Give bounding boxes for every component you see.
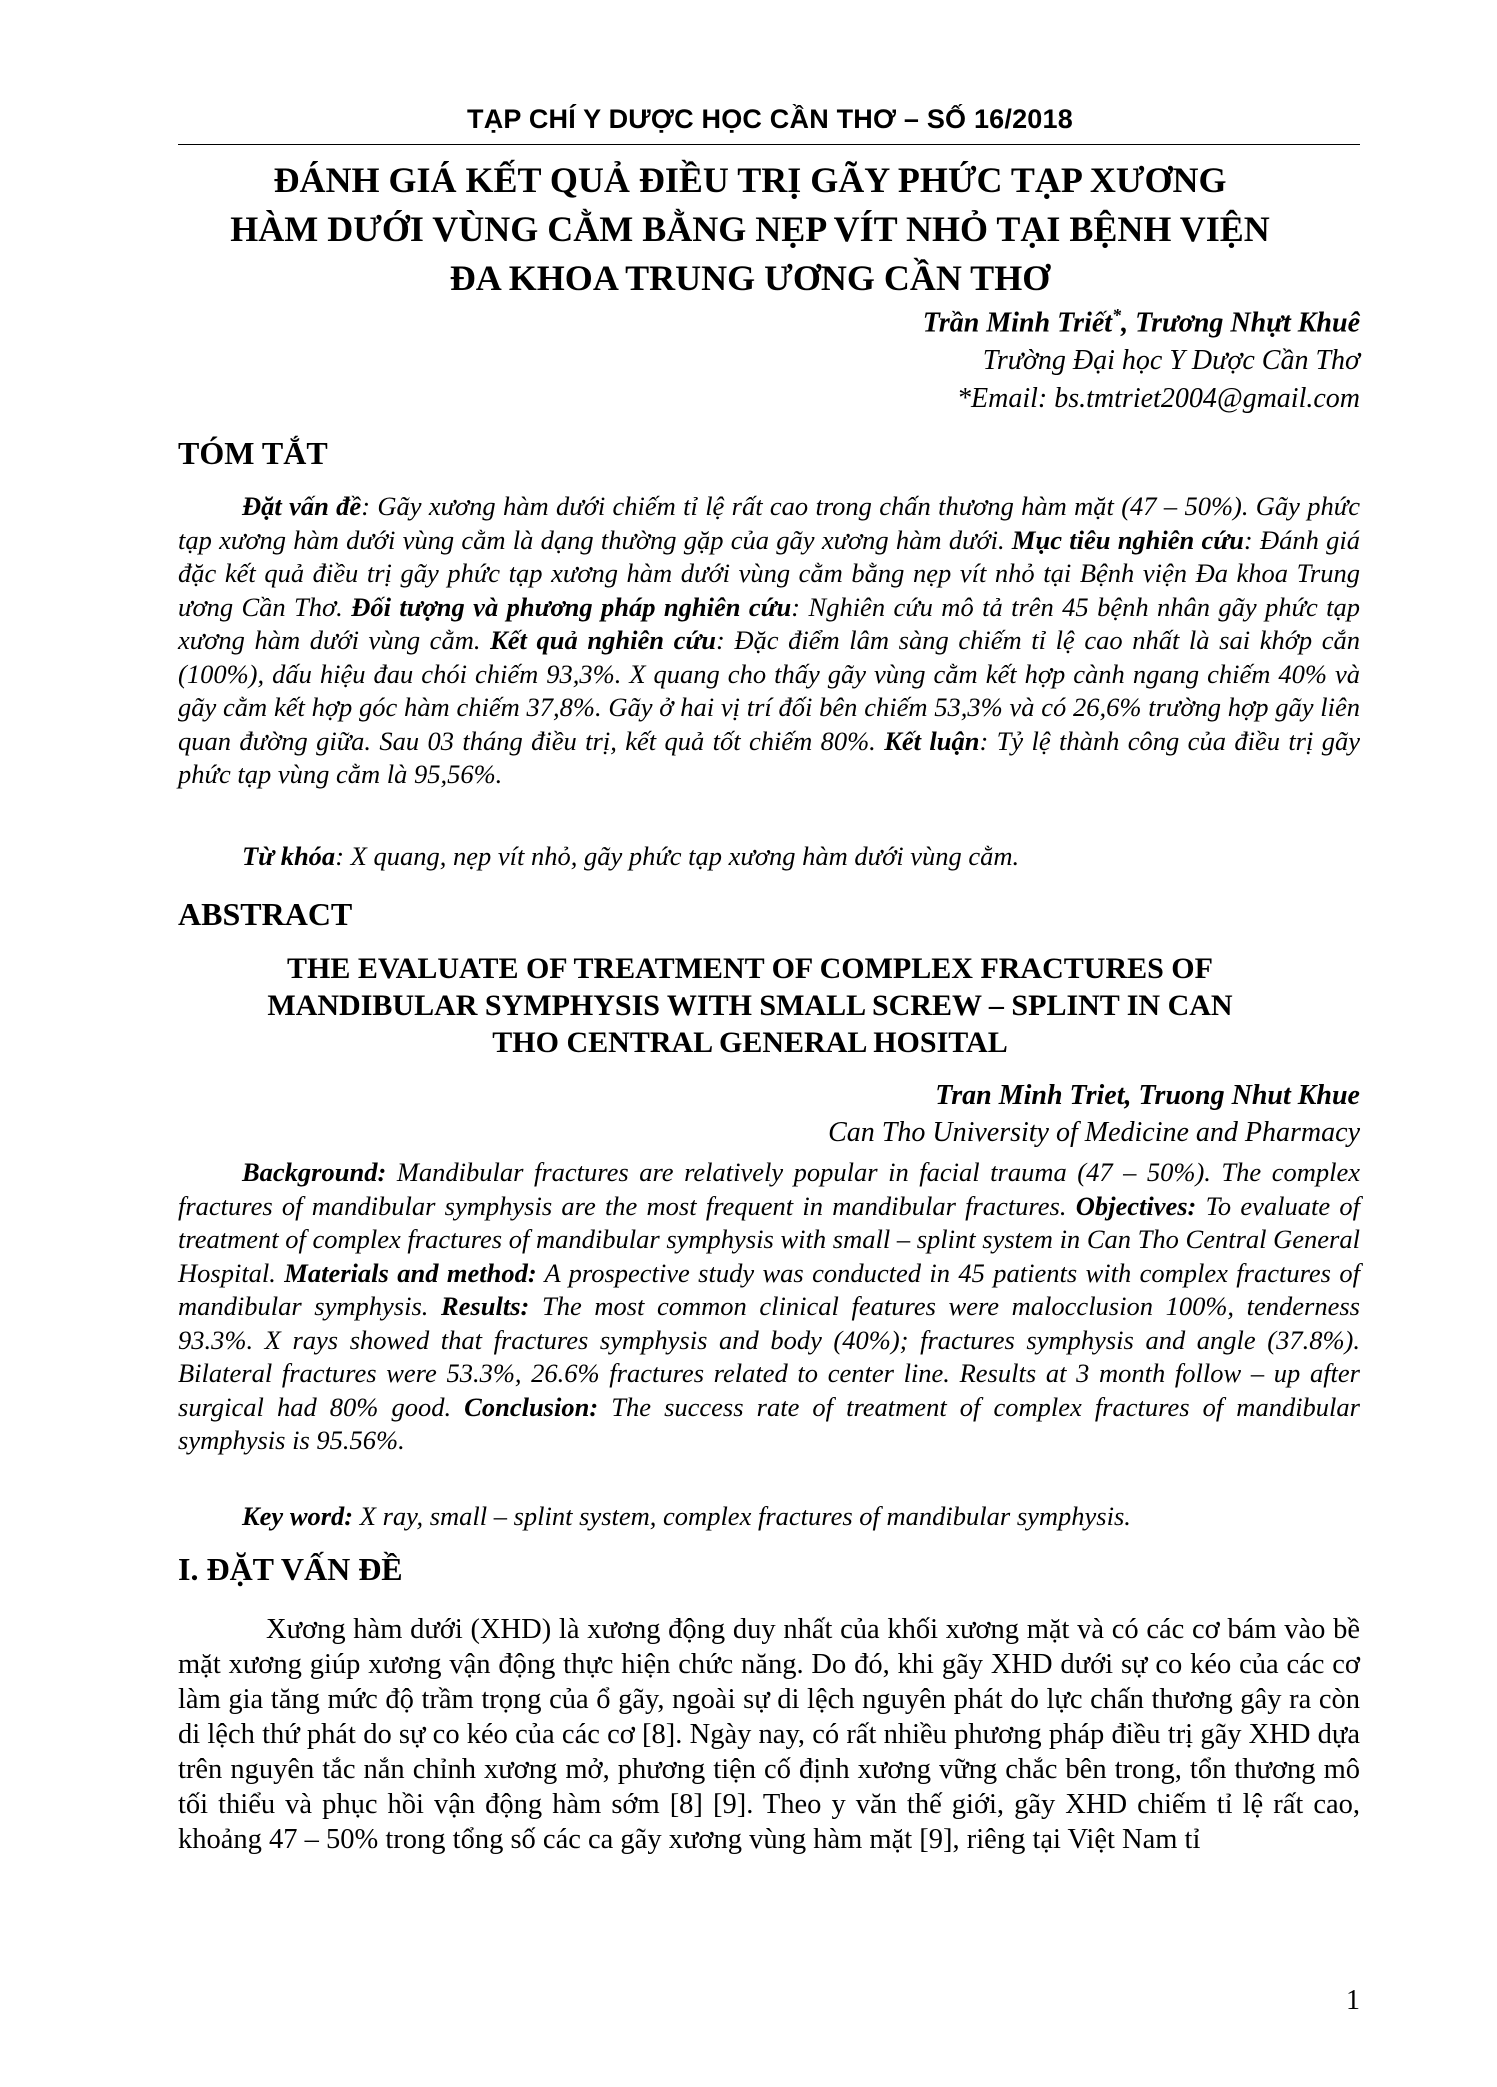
summary-text: : Gãy xương hàm dưới chiếm tỉ lệ rất cao trong chấn thương hàm mặt (47 – 50%). Gãy phức tạp xương hàm dưới vùng cằm là dạng thường gặp của gãy xương hàm dưới. [178, 491, 1360, 555]
abstract-label: Results: [441, 1291, 530, 1321]
title-line: THE EVALUATE OF TREATMENT OF COMPLEX FRACTURES OF [287, 952, 1213, 985]
keywords-text: : X quang, nẹp vít nhỏ, gãy phức tạp xương hàm dưới vùng cằm. [335, 841, 1020, 871]
summary-text: : Đánh giá đặc kết quả điều trị gãy phức tạp xương hàm dưới vùng cằm bằng nẹp vít nhỏ tại Bệnh viện Đa khoa Trung ương Cần Thơ. [178, 524, 1360, 622]
title-line: HÀM DƯỚI VÙNG CẰM BẰNG NẸP VÍT NHỎ TẠI BỆNH VIỆN [230, 209, 1270, 249]
keywords-text: X ray, small – splint system, complex fractures of mandibular symphysis. [353, 1501, 1131, 1531]
abstract-label: Background: [242, 1157, 387, 1187]
corresponding-mark: * [1112, 305, 1122, 325]
summary-heading: TÓM TẮT [178, 435, 328, 471]
abstract-text: To evaluate of treatment of complex fractures of mandibular symphysis with small – splint system in Can Tho Central General Hospital. [178, 1190, 1360, 1288]
title-line: MANDIBULAR SYMPHYSIS WITH SMALL SCREW – SPLINT IN CAN [267, 989, 1233, 1022]
title-line: ĐA KHOA TRUNG ƯƠNG CẦN THƠ [449, 258, 1051, 298]
abstract-label: Conclusion: [464, 1391, 599, 1422]
author-rest: , Trương Nhựt Khuê [1121, 307, 1360, 339]
summary-paragraph [178, 490, 1360, 792]
keywords-label: Key word: [242, 1501, 354, 1531]
english-title [150, 950, 1350, 1061]
abstract-text: The success rate of treatment of complex fractures of mandibular symphysis is 95.56%. [178, 1391, 1360, 1455]
title-line: THO CENTRAL GENERAL HOSITAL [492, 1026, 1008, 1059]
english-affiliation: Can Tho University of Medicine and Pharmacy [828, 1117, 1360, 1148]
page-number: 1 [1346, 1985, 1360, 2016]
abstract-heading: ABSTRACT [178, 896, 353, 932]
summary-label: Kết quả nghiên cứu [490, 625, 716, 655]
intro-text: Xương hàm dưới (XHD) là xương động duy nhất của khối xương mặt và có các cơ bám vào bề mặt xương giúp xương vận động thực hiện chức năng. Do đó, khi gãy XHD dưới sự co kéo của các cơ làm gia tăng mức độ trầm trọng của ổ gãy, ngoài sự di lệch nguyên phát do lực chấn thương gây ra còn di lệch thứ phát do sự co kéo của các cơ [8]. Ngày nay, có rất nhiều phương pháp điều trị gãy XHD dựa trên nguyên tắc nắn chỉnh xương mở, phương tiện cố định xương vững chắc bên trong, tổn thương mô tối thiểu và phục hồi vận động hàm sớm [8] [9]. Theo y văn thế giới, gãy XHD chiếm tỉ lệ rất cao, khoảng 47 – 50% trong tổng số các ca gãy xương vùng hàm mặt [9], riêng tại Việt Nam tỉ [178, 1614, 1360, 1855]
summary-text: : Đặc điểm lâm sàng chiếm tỉ lệ cao nhất là sai khớp cắn (100%), dấu hiệu đau chói chiếm 93,3%. X quang cho thấy gãy vùng cằm kết hợp cành ngang chiếm 40% và gãy cằm kết hợp góc hàm chiếm 37,8%. Gãy ở hai vị trí đối bên chiếm 53,3% và có 26,6% trường hợp gãy liên quan đường giữa. Sau 03 tháng điều trị, kết quả tốt chiếm 80%. [178, 625, 1360, 756]
summary-label: Mục tiêu nghiên cứu [1011, 524, 1244, 555]
author-first: Trần Minh Triết [922, 307, 1113, 339]
author-email: *Email: bs.tmtriet2004@gmail.com [957, 383, 1360, 414]
english-authors: Tran Minh Triet, Truong Nhut Khue [935, 1080, 1360, 1111]
keywords-en [178, 1500, 1360, 1534]
summary-text: : Tỷ lệ thành công của điều trị gãy phức tạp vùng cằm là 95,56%. [178, 725, 1361, 789]
affiliation: Trường Đại học Y Dược Cần Thơ [982, 345, 1360, 376]
summary-text: : Nghiên cứu mô tả trên 45 bệnh nhân gãy phức tạp xương hàm dưới vùng cằm. [178, 591, 1360, 655]
abstract-text: The most common clinical features were malocclusion 100%, tenderness 93.3%. X rays showed that fractures symphysis and body (40%); fractures symphysis and angle (37.8%). Bilateral fractures were 53.3%, 26.6% fractures related to center line. Results at 3 month follow – up after surgical had 80% good. [178, 1291, 1360, 1422]
abstract-text: Mandibular fractures are relatively popular in facial trauma (47 – 50%). The complex fractures of mandibular symphysis are the most frequent in mandibular fractures. [178, 1157, 1360, 1221]
article-title [150, 156, 1350, 303]
header-rule [178, 144, 1360, 145]
abstract-paragraph [178, 1156, 1360, 1458]
journal-header: TẠP CHÍ Y DƯỢC HỌC CẦN THƠ – SỐ 16/2018 [467, 104, 1073, 134]
intro-heading: I. ĐẶT VẤN ĐỀ [178, 1551, 403, 1587]
authors [460, 305, 1360, 339]
summary-label: Đối tượng và phương pháp nghiên cứu [351, 591, 792, 622]
intro-paragraph [178, 1612, 1360, 1857]
keywords-vn [178, 840, 1360, 874]
keywords-label: Từ khóa [242, 841, 336, 871]
summary-label: Đặt vấn đề [242, 491, 362, 521]
abstract-text: A prospective study was conducted in 45 patients with complex fractures of mandibular symphysis. [178, 1257, 1360, 1321]
abstract-label: Objectives: [1075, 1190, 1197, 1221]
abstract-label: Materials and method: [284, 1257, 537, 1288]
summary-label: Kết luận [884, 725, 980, 756]
title-line: ĐÁNH GIÁ KẾT QUẢ ĐIỀU TRỊ GÃY PHỨC TẠP XƯƠNG [273, 160, 1227, 200]
